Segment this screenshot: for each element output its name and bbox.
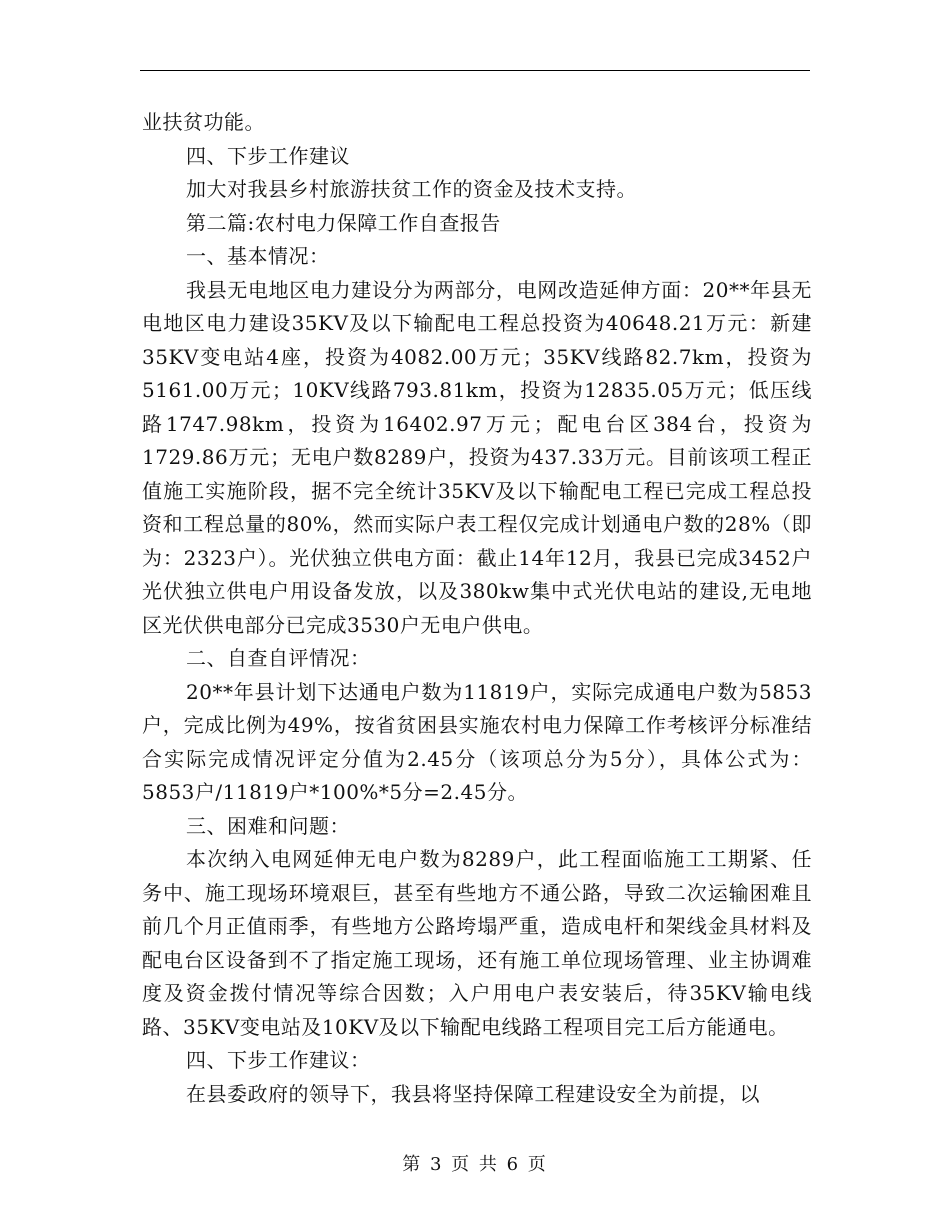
paragraph: 业扶贫功能。 (142, 110, 265, 134)
section-heading: 四、下步工作建议： (186, 1048, 371, 1072)
paragraph: 20**年县计划下达通电户数为11819户，实际完成通电户数为5853户，完成比例为49%，按省贫困县实施农村电力保障工作考核评分标准结合实际完成情况评定分值为2.45分（该项总分为5分），具体公式为：5853户/11819户*100%*5分=2.45分。 (142, 679, 812, 804)
section-heading: 四、下步工作建议 (186, 143, 350, 168)
page-number: 第 3 页 共 6 页 (402, 1154, 548, 1175)
section-heading: 二、自查自评情况： (186, 646, 371, 670)
chapter-title: 第二篇:农村电力保障工作自查报告 (186, 210, 501, 235)
paragraph: 在县委政府的领导下，我县将坚持保障工程建设安全为前提，以 (186, 1081, 760, 1106)
section-heading: 三、困难和问题： (186, 813, 350, 838)
paragraph: 我县无电地区电力建设分为两部分，电网改造延伸方面：20**年县无电地区电力建设35KV及以下输配电工程总投资为40648.21万元：新建35KV变电站4座，投资为4082.00万元；35KV线路82.7km，投资为5161.00万元；10KV线路793.81km，投资为12835.05万元；低压线路1747.98km，投资为16402.97万元；配电台区384台，投资为1729.86万元；无电户数8289户，投资为437.33万元。目前该项工程正值施工实施阶段，据不完全统计35KV及以下输配电工程已完成工程总投资和工程总量的80%，然而实际户表工程仅完成计划通电户数的28%（即为：2323户）。光伏独立供电方面：截止14年12月，我县已完成3452户光伏独立供电户用设备发放，以及380kw集中式光伏电站的建设,无电地区光伏供电部分已完成3530户无电户供电。 (142, 277, 812, 637)
header-rule (140, 70, 810, 71)
document-body (142, 106, 812, 1111)
paragraph: 本次纳入电网延伸无电户数为8289户，此工程面临施工工期紧、任务中、施工现场环境艰巨，甚至有些地方不通公路，导致二次运输困难且前几个月正值雨季，有些地方公路垮塌严重，造成电杆和架线金具材料及配电台区设备到不了指定施工现场，还有施工单位现场管理、业主协调难度及资金拨付情况等综合因数；入户用电户表安装后，待35KV输电线路、35KV变电站及10KV及以下输配电线路工程项目完工后方能通电。 (142, 847, 812, 1039)
section-heading: 一、基本情况： (186, 244, 330, 268)
paragraph: 加大对我县乡村旅游扶贫工作的资金及技术支持。 (186, 177, 637, 201)
